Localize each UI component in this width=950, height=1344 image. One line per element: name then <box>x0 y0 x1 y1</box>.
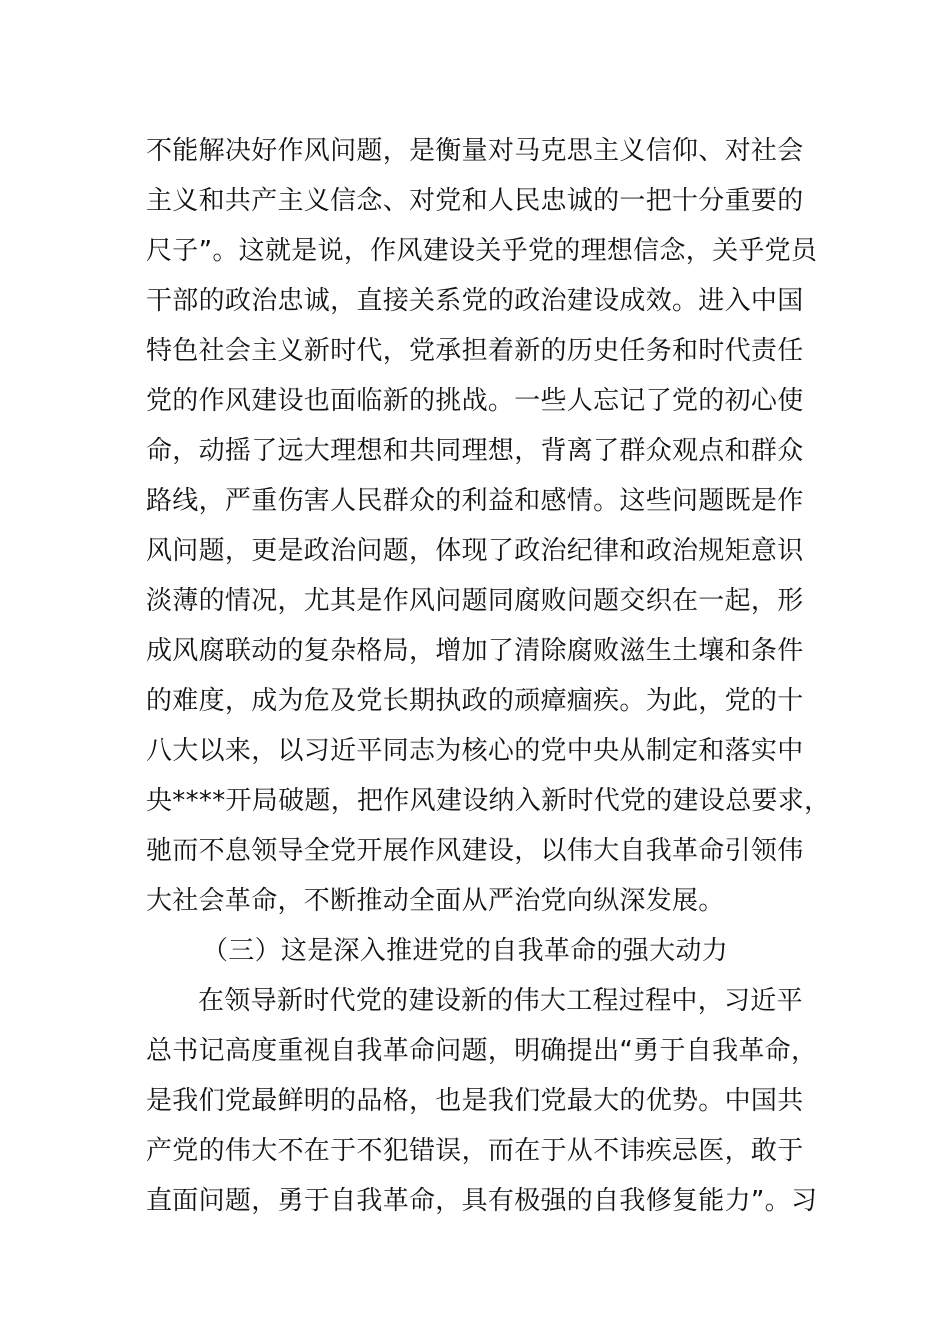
paragraph-line: 风问题，更是政治问题，体现了政治纪律和政治规矩意识 <box>146 536 804 566</box>
paragraph-line: 尺子”。这就是说，作风建设关乎党的理想信念，关乎党员 <box>146 236 818 266</box>
paragraph-line: 淡薄的情况，尤其是作风问题同腐败问题交织在一起，形 <box>146 586 804 616</box>
paragraph-line: 驰而不息领导全党开展作风建设，以伟大自我革命引领伟 <box>146 836 804 866</box>
paragraph-line: 的难度，成为危及党长期执政的顽瘴痼疾。为此，党的十 <box>146 686 804 716</box>
paragraph-line: 直面问题，勇于自我革命，具有极强的自我修复能力”。习 <box>146 1186 818 1216</box>
paragraph-line: 央****开局破题，把作风建设纳入新时代党的建设总要求， <box>146 786 831 816</box>
paragraph-line: 在领导新时代党的建设新的伟大工程过程中，习近平 <box>198 986 803 1016</box>
paragraph-line: 产党的伟大不在于不犯错误，而在于从不讳疾忌医，敢于 <box>146 1136 804 1166</box>
paragraph-line: 主义和共产主义信念、对党和人民忠诚的一把十分重要的 <box>146 186 804 216</box>
paragraph-line: 路线，严重伤害人民群众的利益和感情。这些问题既是作 <box>146 486 804 516</box>
paragraph-line: 命，动摇了远大理想和共同理想，背离了群众观点和群众 <box>146 436 804 466</box>
document-body <box>146 126 836 1226</box>
paragraph-line: 是我们党最鲜明的品格，也是我们党最大的优势。中国共 <box>146 1086 804 1116</box>
paragraph-line: 成风腐联动的复杂格局，增加了清除腐败滋生土壤和条件 <box>146 636 804 666</box>
paragraph-line: 大社会革命，不断推动全面从严治党向纵深发展。 <box>146 886 725 916</box>
paragraph-line: 总书记高度重视自我革命问题，明确提出“勇于自我革命， <box>146 1036 818 1066</box>
paragraph-line: 不能解决好作风问题，是衡量对马克思主义信仰、对社会 <box>146 136 804 166</box>
paragraph-line: 干部的政治忠诚，直接关系党的政治建设成效。进入中国 <box>146 286 804 316</box>
paragraph-line: 党的作风建设也面临新的挑战。一些人忘记了党的初心使 <box>146 386 804 416</box>
section-heading: （三）这是深入推进党的自我革命的强大动力 <box>202 936 729 966</box>
paragraph-line: 特色社会主义新时代，党承担着新的历史任务和时代责任 <box>146 336 804 366</box>
paragraph-line: 八大以来，以习近平同志为核心的党中央从制定和落实中 <box>146 736 804 766</box>
